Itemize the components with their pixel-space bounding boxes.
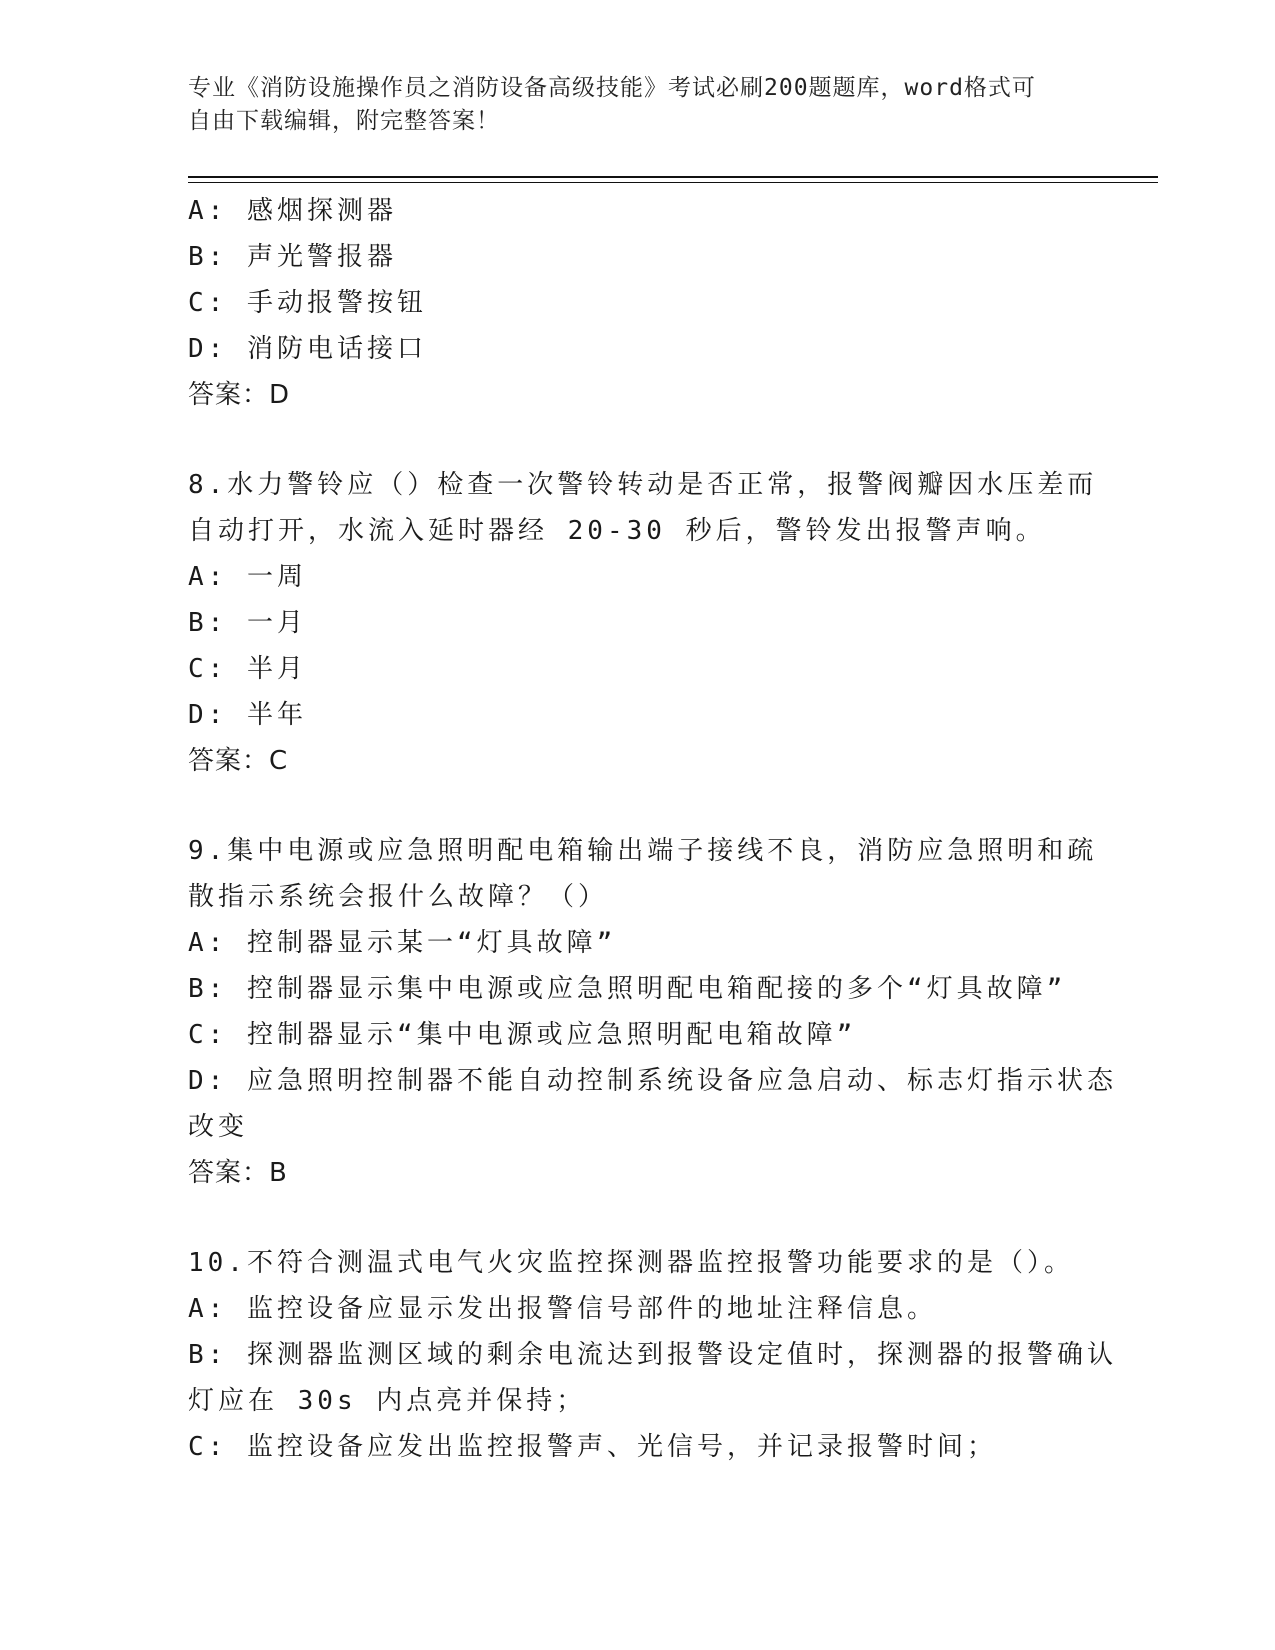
option-d-line-2: 改变	[188, 1112, 249, 1142]
option-b: B: 声光警报器	[188, 242, 397, 272]
option-c: C: 控制器显示“集中电源或应急照明配电箱故障”	[188, 1020, 857, 1050]
spacer	[188, 418, 1088, 462]
spacer	[188, 1196, 1088, 1240]
option-a: A: 感烟探测器	[188, 196, 397, 226]
answer: 答案：D	[188, 380, 291, 410]
option-b: B: 控制器显示集中电源或应急照明配电箱配接的多个“灯具故障”	[188, 974, 1067, 1004]
option-d: D: 消防电话接口	[188, 334, 427, 364]
spacer	[188, 784, 1088, 828]
header-divider-thick	[188, 176, 1158, 178]
option-c: C: 手动报警按钮	[188, 288, 427, 318]
header-divider-thin	[188, 182, 1158, 183]
question-stem-line-2: 散指示系统会报什么故障？（）	[188, 882, 609, 912]
option-b: B: 一月	[188, 608, 307, 638]
question-10	[188, 1240, 1117, 1470]
document-body	[188, 188, 1117, 1470]
option-a: A: 一周	[188, 562, 307, 592]
header-line-2: 自由下载编辑，附完整答案！	[188, 108, 500, 134]
option-d: D: 半年	[188, 700, 307, 730]
option-b-line-1: B: 探测器监测区域的剩余电流达到报警设定值时，探测器的报警确认	[188, 1340, 1117, 1370]
option-c: C: 监控设备应发出监控报警声、光信号，并记录报警时间；	[188, 1432, 997, 1462]
option-b-line-2: 灯应在 30s 内点亮并保持；	[188, 1386, 587, 1416]
question-stem-line-1: 8.水力警铃应（）检查一次警铃转动是否正常，报警阀瓣因水压差而	[188, 470, 1098, 500]
question-7	[188, 188, 1088, 418]
option-a: A: 监控设备应显示发出报警信号部件的地址注释信息。	[188, 1294, 937, 1324]
question-stem-line-2: 自动打开，水流入延时器经 20-30 秒后，警铃发出报警声响。	[188, 516, 1046, 546]
document-header	[188, 72, 1068, 138]
question-8	[188, 462, 1098, 784]
option-c: C: 半月	[188, 654, 307, 684]
option-a: A: 控制器显示某一“灯具故障”	[188, 928, 617, 958]
question-stem-line-1: 9.集中电源或应急照明配电箱输出端子接线不良，消防应急照明和疏	[188, 836, 1098, 866]
option-d-line-1: D: 应急照明控制器不能自动控制系统设备应急启动、标志灯指示状态	[188, 1066, 1117, 1096]
answer: 答案：B	[188, 1158, 288, 1188]
question-stem: 10.不符合测温式电气火灾监控探测器监控报警功能要求的是（）。	[188, 1248, 1074, 1278]
question-9	[188, 828, 1117, 1196]
answer: 答案：C	[188, 746, 289, 776]
header-line-1: 专业《消防设施操作员之消防设备高级技能》考试必刷200题题库，word格式可	[188, 75, 1036, 101]
